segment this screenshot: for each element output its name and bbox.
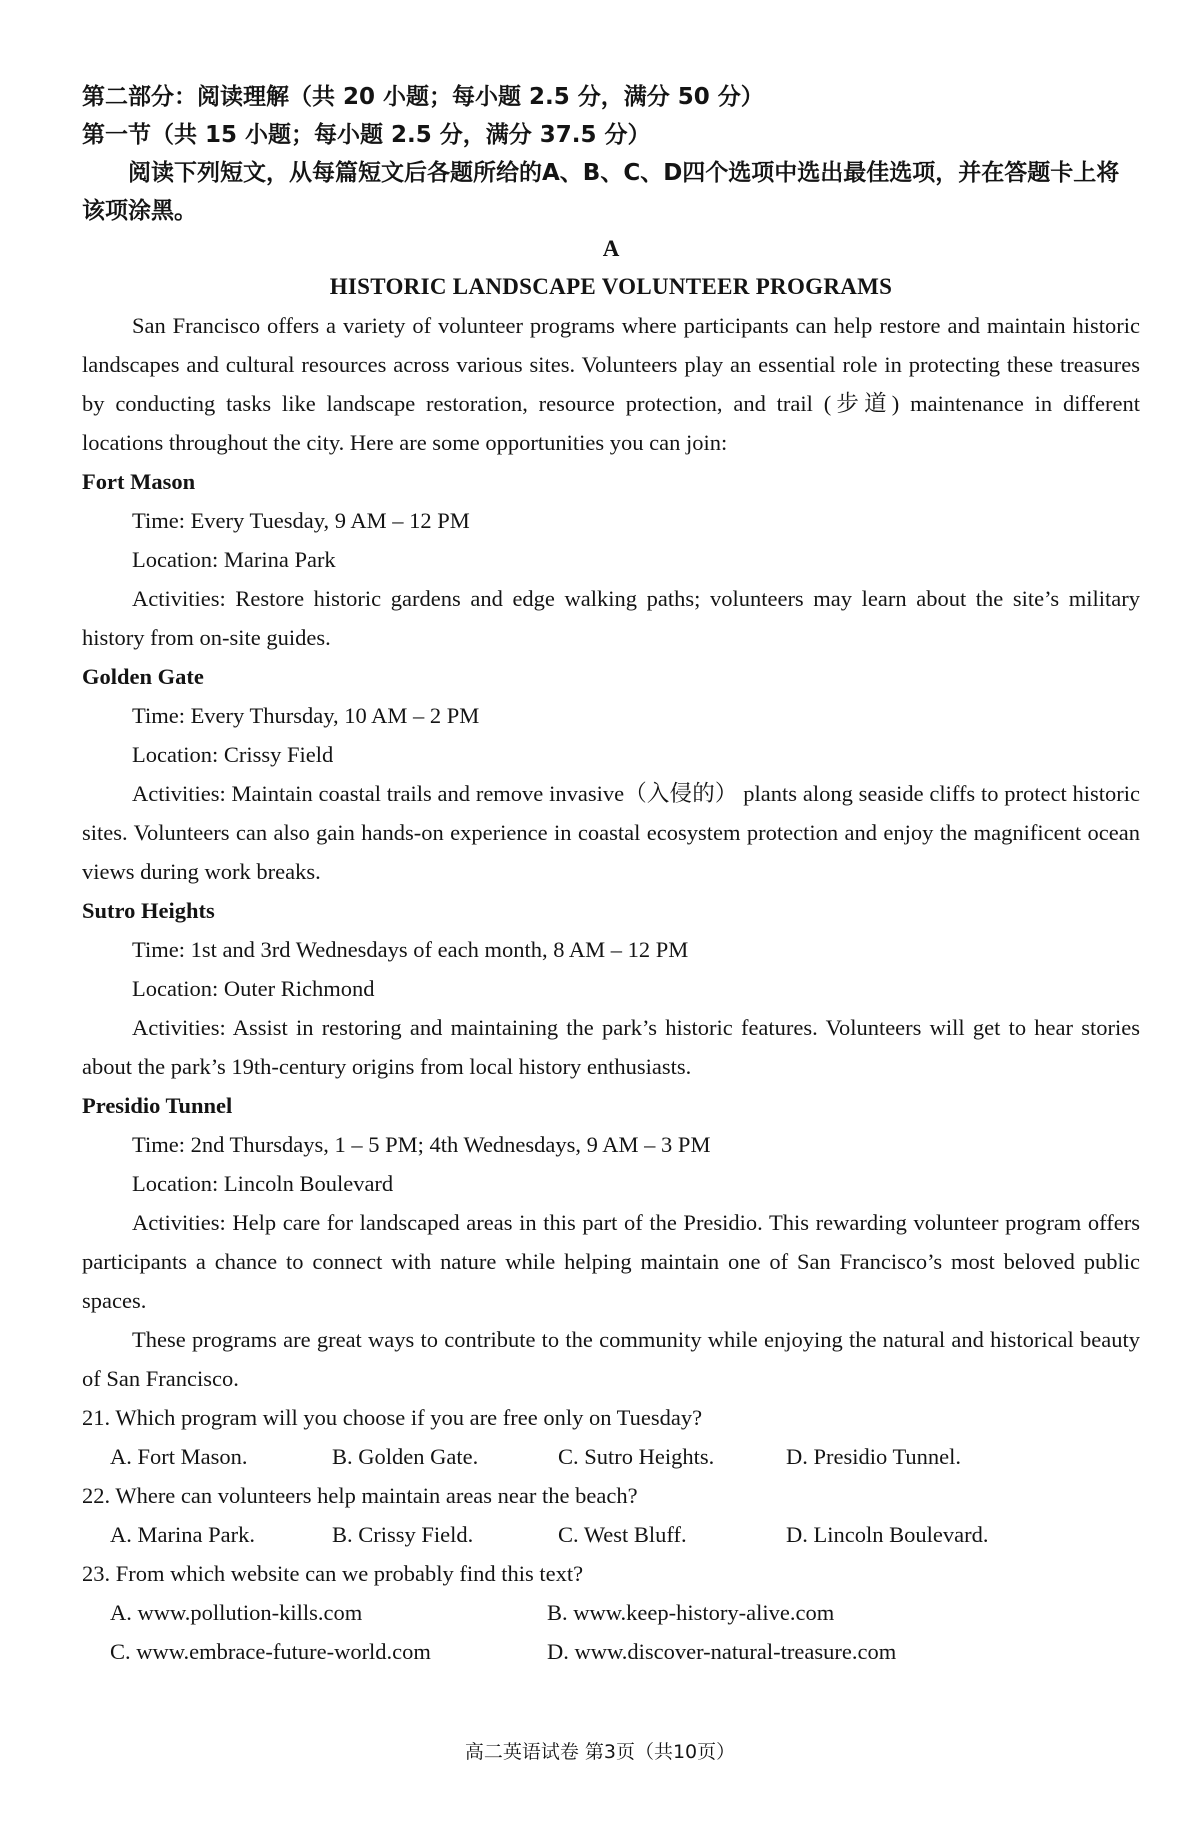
option-a: A. www.pollution-kills.com [110, 1600, 363, 1625]
passage-intro: San Francisco offers a variety of volunteer programs where participants can help restore and maintain historic landscapes and cultural resources across various sites. Volunteers play an essential role in protecting these treasures by conducting tasks like landscape restoration, resource protection, and trail (步道) maintenance in different locations throughout the city. Here are some opportunities you can join: [82, 313, 1140, 455]
program-time: Time: 1st and 3rd Wednesdays of each month, 8 AM – 12 PM [132, 937, 689, 962]
part-heading: 第二部分：阅读理解（共 20 小题；每小题 2.5 分，满分 50 分） [82, 84, 764, 110]
option-c: C. West Bluff. [558, 1522, 687, 1547]
question-options-row-1 [82, 1593, 1140, 1632]
passage-title: HISTORIC LANDSCAPE VOLUNTEER PROGRAMS [329, 274, 893, 299]
option-b: B. www.keep-history-alive.com [547, 1600, 835, 1625]
program-time: Time: Every Tuesday, 9 AM – 12 PM [132, 508, 470, 533]
program-name: Golden Gate [82, 664, 204, 689]
option-a: A. Marina Park. [110, 1522, 255, 1547]
option-b: B. Crissy Field. [332, 1522, 474, 1547]
program-location: Location: Outer Richmond [132, 976, 375, 1001]
program-activities: Activities: Help care for landscaped areas in this part of the Presidio. This rewarding volunteer program offers participants a chance to connect with nature while helping maintain one of San Francisco’s most beloved public spaces. [82, 1210, 1140, 1313]
question-stem: 21. Which program will you choose if you are free only on Tuesday? [82, 1405, 703, 1430]
question-options [82, 1437, 1140, 1476]
program-activities: Activities: Assist in restoring and maintaining the park’s historic features. Volunteers will get to hear stories about the park’s 19th-century origins from local history enthusiasts. [82, 1015, 1140, 1079]
program-name: Presidio Tunnel [82, 1093, 233, 1118]
program-fort-mason [82, 462, 1140, 657]
program-time: Time: 2nd Thursdays, 1 – 5 PM; 4th Wednesdays, 9 AM – 3 PM [132, 1132, 711, 1157]
program-location: Location: Lincoln Boulevard [132, 1171, 394, 1196]
section-heading: 第一节（共 15 小题；每小题 2.5 分，满分 37.5 分） [82, 122, 651, 148]
question-23 [82, 1554, 1140, 1671]
option-a: A. Fort Mason. [110, 1444, 248, 1469]
program-activities: Activities: Maintain coastal trails and remove invasive（入侵的） plants along seaside cliffs to protect historic sites. Volunteers can also gain hands-on experience in coastal ecosystem protection and enjoy the magnificent ocean views during work breaks. [82, 781, 1140, 884]
option-d: D. Presidio Tunnel. [786, 1444, 962, 1469]
program-location: Location: Crissy Field [132, 742, 334, 767]
program-golden-gate [82, 657, 1140, 891]
passage-letter: A [602, 236, 620, 261]
program-time: Time: Every Thursday, 10 AM – 2 PM [132, 703, 480, 728]
question-21 [82, 1398, 1140, 1476]
question-options-row-2 [82, 1632, 1140, 1671]
passage-closing: These programs are great ways to contribute to the community while enjoying the natural and historical beauty of San Francisco. [82, 1327, 1140, 1391]
option-b: B. Golden Gate. [332, 1444, 479, 1469]
option-c: C. www.embrace-future-world.com [110, 1639, 431, 1664]
instructions: 阅读下列短文，从每篇短文后各题所给的A、B、C、D四个选项中选出最佳选项，并在答题卡上将该项涂黑。 [82, 160, 1120, 224]
option-d: D. Lincoln Boulevard. [786, 1522, 989, 1547]
question-stem: 23. From which website can we probably find this text? [82, 1561, 584, 1586]
program-activities: Activities: Restore historic gardens and edge walking paths; volunteers may learn about the site’s military history from on-site guides. [82, 586, 1140, 650]
option-d: D. www.discover-natural-treasure.com [547, 1639, 897, 1664]
program-name: Sutro Heights [82, 898, 215, 923]
question-22 [82, 1476, 1140, 1554]
program-name: Fort Mason [82, 469, 196, 494]
program-presidio-tunnel [82, 1086, 1140, 1320]
program-sutro-heights [82, 891, 1140, 1086]
exam-page [82, 78, 1140, 1671]
question-stem: 22. Where can volunteers help maintain areas near the beach? [82, 1483, 638, 1508]
option-c: C. Sutro Heights. [558, 1444, 715, 1469]
page-footer: 高二英语试卷 第3页（共10页） [464, 1741, 736, 1763]
program-location: Location: Marina Park [132, 547, 336, 572]
question-options [82, 1515, 1140, 1554]
